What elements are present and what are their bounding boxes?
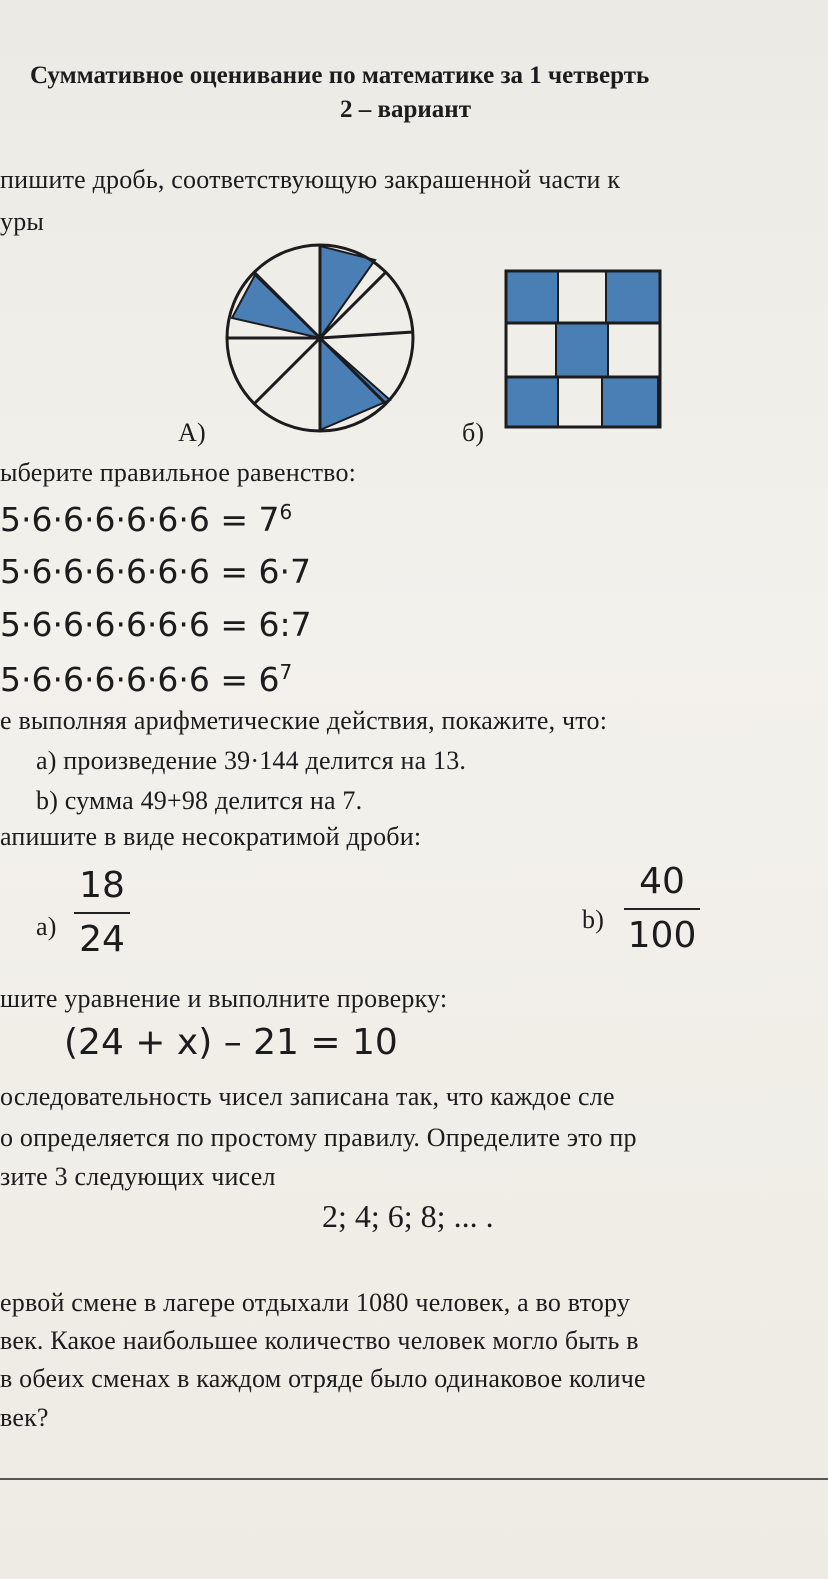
fraction-b-label: b) xyxy=(582,905,605,934)
option-2-text: 5·6·6·6·6·6·6 = 6·7 xyxy=(0,552,312,591)
fraction-a xyxy=(74,866,130,960)
cell-r3-c3 xyxy=(602,377,658,427)
task4-prompt: апишите в виде несократимой дроби: xyxy=(0,822,422,851)
equation: (24 + x) – 21 = 10 xyxy=(64,1022,398,1063)
equality-option-2 xyxy=(0,552,311,591)
equality-option-3 xyxy=(0,605,312,644)
fraction-b-numerator: 40 xyxy=(639,861,685,902)
task6-line2: о определяется по простому правилу. Определите это пр xyxy=(0,1123,637,1152)
task3-prompt: е выполняя арифметические действия, покажите, что: xyxy=(0,706,608,735)
fraction-a-denominator: 24 xyxy=(79,919,125,960)
variant-label: 2 – вариант xyxy=(340,96,471,123)
grid-figure xyxy=(500,265,670,430)
cell-r3-c1 xyxy=(506,377,558,427)
sector-lower-right xyxy=(320,338,390,430)
option-3-text: 5·6·6·6·6·6·6 = 6:7 xyxy=(0,605,312,644)
figure-a-label: А) xyxy=(178,418,206,447)
bottom-divider xyxy=(0,1478,828,1480)
fraction-b-denominator: 100 xyxy=(627,915,697,956)
task3-item-a: a) произведение 39·144 делится на 13. xyxy=(36,746,467,775)
cell-r1-c3 xyxy=(606,271,660,323)
number-sequence: 2; 4; 6; 8; ... . xyxy=(322,1198,494,1234)
task7-line1: ервой смене в лагере отдыхали 1080 человек, а во втору xyxy=(0,1288,631,1317)
task7-line4: век? xyxy=(0,1403,49,1432)
circle-figure xyxy=(215,240,425,445)
option-1-text: 5·6·6·6·6·6·6 = 7 xyxy=(0,500,280,539)
task7-line3: в обеих сменах в каждом отряде было одинаковое количе xyxy=(0,1364,646,1393)
figure-b-label: б) xyxy=(462,418,485,447)
fraction-a-numerator: 18 xyxy=(79,865,125,906)
task3-item-b: b) сумма 49+98 делится на 7. xyxy=(36,786,363,815)
cell-r2-c2 xyxy=(556,323,608,377)
circle-outline xyxy=(227,245,413,431)
task7-line2: век. Какое наибольшее количество человек могло быть в xyxy=(0,1326,639,1355)
task1-line1: пишите дробь, соответствующую закрашенной части к xyxy=(0,165,621,194)
option-4-text: 5·6·6·6·6·6·6 = 6 xyxy=(0,660,280,699)
task6-line3: зите 3 следующих чисел xyxy=(0,1162,276,1191)
option-1-exponent: 6 xyxy=(279,500,293,524)
task1-line2: уры xyxy=(0,207,45,236)
fraction-a-bar xyxy=(74,912,130,914)
fraction-b-bar xyxy=(624,908,700,910)
fraction-b xyxy=(624,862,700,956)
task6-line1: оследовательность чисел записана так, что каждое сле xyxy=(0,1082,615,1111)
page-title: Суммативное оценивание по математике за 1 четверть xyxy=(30,62,650,89)
equality-option-1 xyxy=(0,500,292,539)
fraction-a-label: а) xyxy=(36,912,57,941)
cell-r1-c1 xyxy=(506,271,558,323)
task2-prompt: ыберите правильное равенство: xyxy=(0,458,357,487)
equality-option-4 xyxy=(0,660,292,699)
task5-prompt: шите уравнение и выполните проверку: xyxy=(0,984,448,1013)
grid-shaded-cells xyxy=(506,271,660,427)
option-4-exponent: 7 xyxy=(279,660,293,684)
